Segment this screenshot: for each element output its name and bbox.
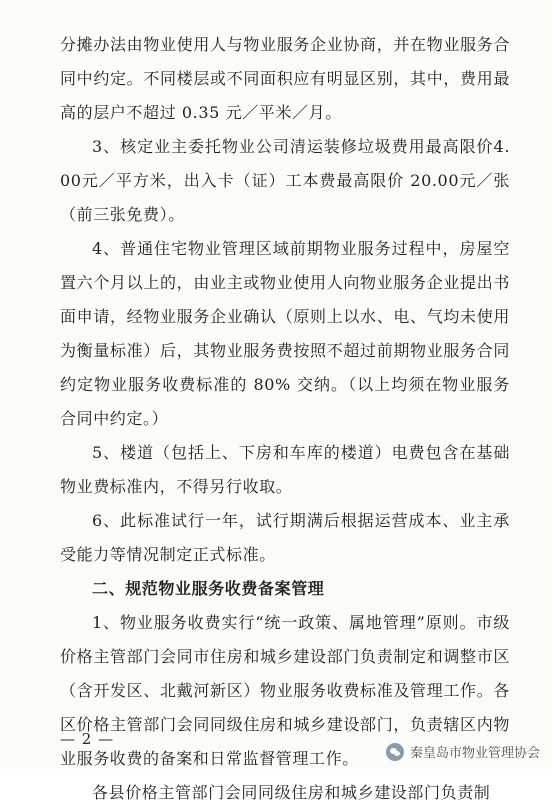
watermark-text: 秦皇岛市物业管理协会 bbox=[409, 746, 540, 761]
paragraph-continuation: 分摊办法由物业使用人与物业服务企业协商，并在物业服务合同中约定。不同楼层或不同面积应有明显区别，其中，费用最高的层户不超过 0.35 元／平米／月。 bbox=[60, 35, 510, 122]
paragraph-section2-item-1: 1、物业服务收费实行“统一政策、属地管理”原则。市级价格主管部门会同市住房和城乡建设部门负责制定和调整市区（含开发区、北戴河新区）物业服务收费标准及管理工作。各区价格主管部门会同同级住房和城乡建设部门，负责辖区内物业服务收费的备案和日常监督管理工作。 bbox=[60, 613, 510, 768]
watermark bbox=[386, 742, 540, 761]
paragraph-section2-county: 各县价格主管部门会同同级住房和城乡建设部门负责制 bbox=[92, 783, 491, 802]
paragraph-item-4: 4、普通住宅物业管理区域前期物业服务过程中，房屋空置六个月以上的，由业主或物业使用人向物业服务企业提出书面申请，经物业服务企业确认（原则上以水、电、气均未使用为衡量标准）后，其物业服务费按照不超过前期物业服务合同约定物业服务收费标准的 80% 交纳。（以上均须在物业服务合同中约定。） bbox=[60, 239, 510, 428]
paragraph-item-5: 5、楼道（包括上、下房和车库的楼道）电费包含在基础物业费标准内，不得另行收取。 bbox=[60, 443, 510, 496]
wechat-icon bbox=[386, 743, 404, 761]
document-body bbox=[60, 28, 510, 810]
page-number: — 2 — bbox=[60, 730, 115, 748]
paragraph-item-6: 6、此标准试行一年，试行期满后根据运营成本、业主承受能力等情况制定正式标准。 bbox=[60, 511, 510, 564]
paragraph-item-3: 3、核定业主委托物业公司清运装修垃圾费用最高限价4.00元／平方米，出入卡（证）工本费最高限价 20.00元／张（前三张免费）。 bbox=[60, 137, 510, 224]
section-heading: 二、规范物业服务收费备案管理 bbox=[92, 579, 325, 598]
